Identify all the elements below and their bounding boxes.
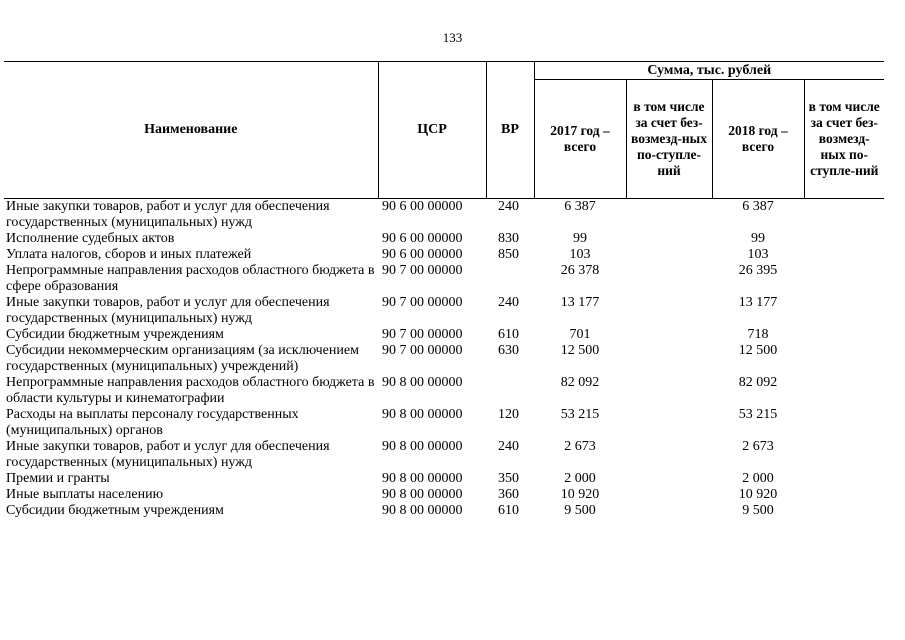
cell-csr: 90 6 00 00000 [382,231,463,246]
cell-2017-total: 2 673 [564,439,596,454]
cell-csr: 90 7 00 00000 [382,343,463,358]
header-2018-incl: в том числе за счет без-возмезд-ных по-ступле-ний [804,80,884,199]
header-2018-total: 2018 год – всего [712,80,804,199]
cell-2018-total: 10 920 [738,487,778,502]
cell-2017-incl [626,199,712,232]
cell-2017-incl [626,503,712,519]
cell-vr: 850 [498,247,519,262]
table-row [4,471,884,487]
cell-2017-incl [626,487,712,503]
cell-2018-incl [804,199,884,232]
cell-2017-total: 26 378 [560,263,600,278]
cell-2018-total: 6 387 [742,199,774,214]
cell-2017-total: 9 500 [564,503,596,518]
cell-2018-total: 9 500 [742,503,774,518]
cell-2018-incl [804,503,884,519]
cell-2017-total: 6 387 [564,199,596,214]
cell-2018-total: 82 092 [738,375,778,390]
cell-vr: 610 [498,503,519,518]
cell-2017-total: 103 [569,247,591,262]
cell-csr: 90 8 00 00000 [382,439,463,454]
cell-vr [486,263,534,295]
cell-2018-incl [804,263,884,295]
cell-2018-incl [804,407,884,439]
cell-csr: 90 8 00 00000 [382,407,463,422]
cell-2017-incl [626,375,712,407]
cell-name: Непрограммные направления расходов областного бюджета в области культуры и кинематографии [6,375,375,406]
table-row [4,199,884,232]
cell-2018-incl [804,471,884,487]
header-name: Наименование [4,62,378,199]
header-2017-total: 2017 год – всего [534,80,626,199]
cell-2017-incl [626,263,712,295]
cell-csr: 90 6 00 00000 [382,199,463,214]
table-row [4,343,884,375]
cell-name: Премии и гранты [6,471,110,486]
table-row [4,295,884,327]
cell-2018-total: 2 000 [742,471,774,486]
cell-2018-total: 13 177 [738,295,778,310]
header-sum-group: Сумма, тыс. рублей [534,62,884,80]
cell-name: Субсидии бюджетным учреждениям [6,327,224,342]
table-header [4,62,884,199]
cell-csr: 90 8 00 00000 [382,503,463,518]
cell-2018-total: 99 [751,231,765,246]
cell-2017-incl [626,439,712,471]
cell-2017-total: 99 [573,231,587,246]
table-body [4,199,884,520]
cell-csr: 90 6 00 00000 [382,247,463,262]
cell-name: Расходы на выплаты персоналу государственных (муниципальных) органов [6,407,299,438]
cell-name: Иные закупки товаров, работ и услуг для обеспечения государственных (муниципальных) нужд [6,439,330,470]
cell-2017-total: 13 177 [560,295,600,310]
cell-2018-incl [804,231,884,247]
cell-vr: 360 [498,487,519,502]
header-csr: ЦСР [378,62,486,199]
cell-csr: 90 7 00 00000 [382,295,463,310]
cell-name: Иные закупки товаров, работ и услуг для обеспечения государственных (муниципальных) нужд [6,199,330,230]
cell-2017-incl [626,295,712,327]
cell-2018-incl [804,439,884,471]
cell-2017-total: 53 215 [560,407,600,422]
table-row [4,439,884,471]
cell-2018-incl [804,487,884,503]
cell-2018-total: 26 395 [738,263,778,278]
table-row [4,487,884,503]
page-number: 133 [442,30,463,45]
cell-2018-total: 2 673 [742,439,774,454]
cell-csr: 90 8 00 00000 [382,487,463,502]
cell-vr: 610 [498,327,519,342]
cell-2018-incl [804,343,884,375]
table-row [4,503,884,519]
cell-csr: 90 7 00 00000 [382,327,463,342]
budget-table [4,61,884,519]
cell-2017-incl [626,327,712,343]
cell-2017-incl [626,343,712,375]
table-row [4,231,884,247]
cell-2017-total: 10 920 [560,487,600,502]
cell-name: Непрограммные направления расходов областного бюджета в сфере образования [6,263,375,294]
table-row [4,263,884,295]
table-row [4,375,884,407]
table-row [4,407,884,439]
cell-2017-incl [626,471,712,487]
cell-2018-incl [804,327,884,343]
cell-2017-incl [626,247,712,263]
cell-name: Субсидии некоммерческим организациям (за исключением государственных (муниципальных) учреждений) [6,343,359,374]
cell-csr: 90 8 00 00000 [382,471,463,486]
cell-name: Уплата налогов, сборов и иных платежей [6,247,252,262]
cell-vr: 120 [498,407,519,422]
cell-vr: 630 [498,343,519,358]
cell-name: Исполнение судебных актов [6,231,175,246]
cell-2018-incl [804,247,884,263]
cell-csr: 90 8 00 00000 [382,375,463,390]
cell-2017-total: 12 500 [560,343,600,358]
cell-vr: 830 [498,231,519,246]
cell-csr: 90 7 00 00000 [382,263,463,278]
cell-2018-total: 53 215 [738,407,778,422]
cell-name: Иные закупки товаров, работ и услуг для обеспечения государственных (муниципальных) нужд [6,295,330,326]
cell-2018-incl [804,375,884,407]
cell-vr: 240 [498,295,519,310]
cell-2017-total: 82 092 [560,375,600,390]
cell-2017-incl [626,231,712,247]
cell-2017-incl [626,407,712,439]
cell-name: Субсидии бюджетным учреждениям [6,503,224,518]
cell-2018-incl [804,295,884,327]
header-vr: ВР [486,62,534,199]
cell-vr: 240 [498,199,519,214]
cell-2018-total: 12 500 [738,343,778,358]
table-row [4,327,884,343]
cell-2017-total: 701 [569,327,591,342]
header-2017-incl: в том числе за счет без-возмезд-ных по-ступле-ний [626,80,712,199]
cell-vr: 240 [498,439,519,454]
cell-vr: 350 [498,471,519,486]
cell-2018-total: 718 [747,327,769,342]
cell-vr [486,375,534,407]
table-row [4,247,884,263]
cell-2018-total: 103 [747,247,769,262]
cell-name: Иные выплаты населению [6,487,164,502]
cell-2017-total: 2 000 [564,471,596,486]
